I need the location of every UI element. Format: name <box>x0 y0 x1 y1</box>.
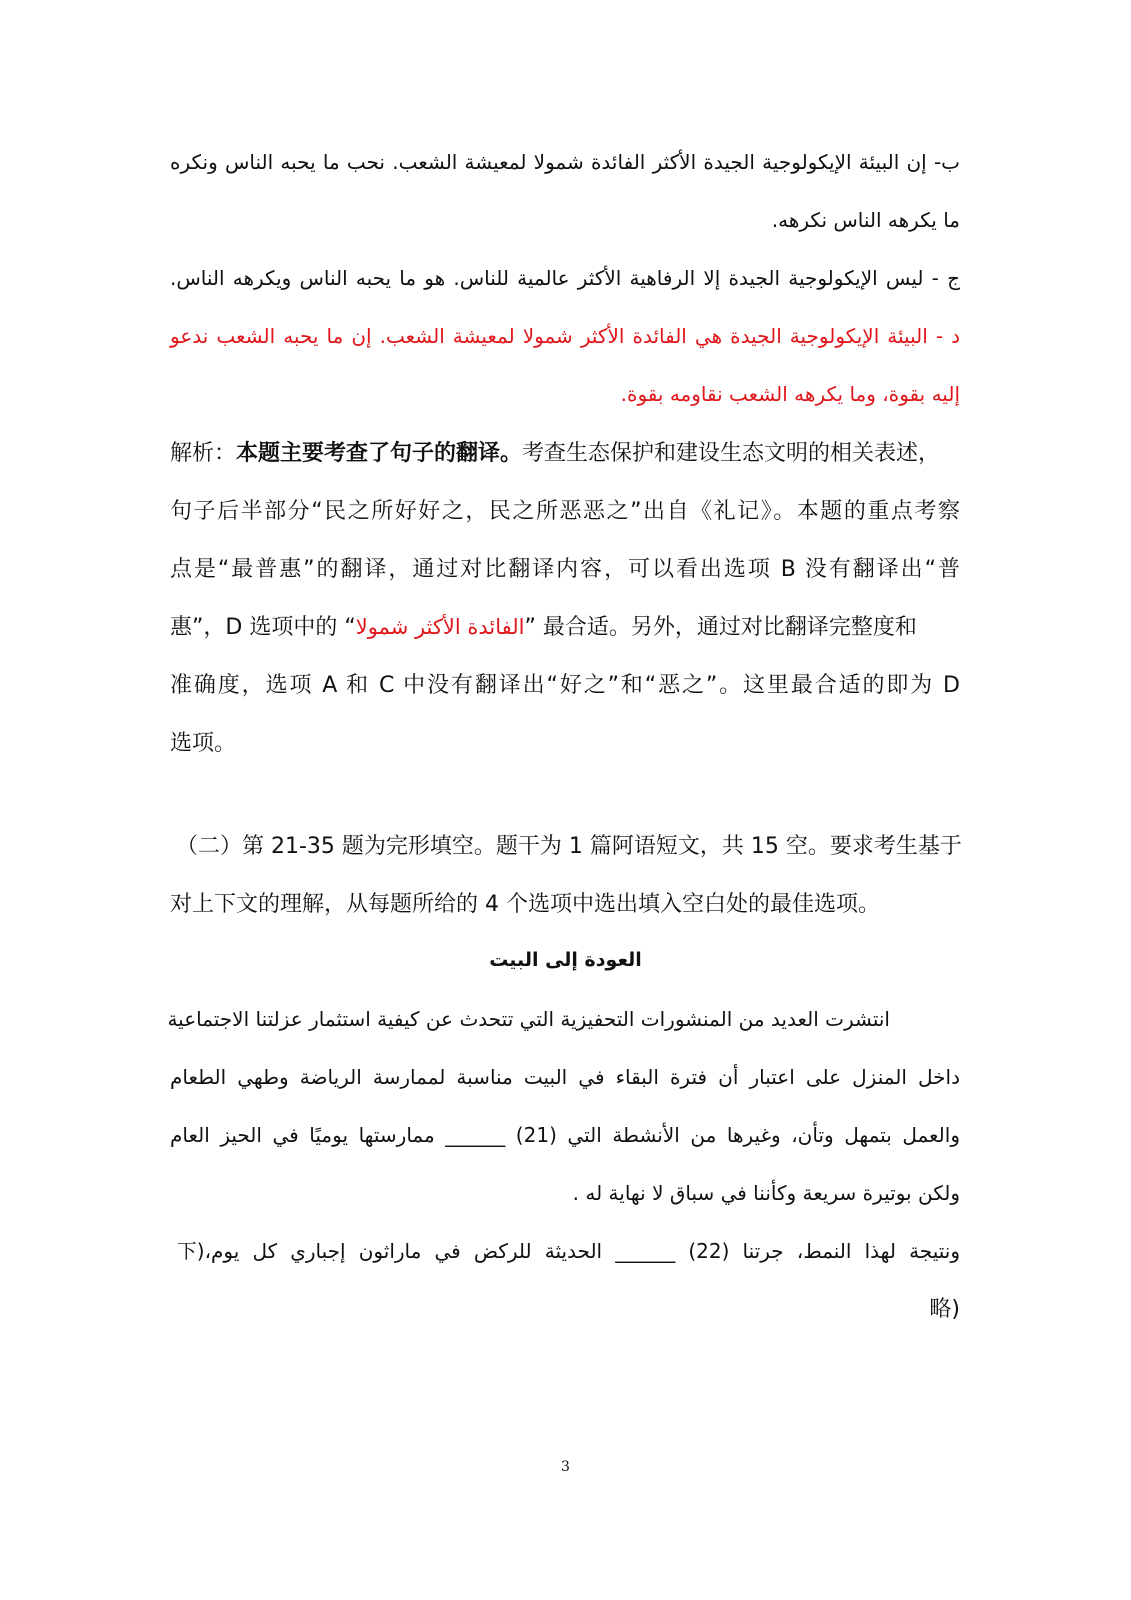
passage-line-3: والعمل بتمهل وتأن، وغيرها من الأنشطة التي (21) ______ ممارستها يوميًا في الحيز العام <box>170 1123 960 1147</box>
option-b-line-1: ب- إن البيئة الإيكولوجية الجيدة الأكثر الفائدة شمولا لمعيشة الشعب. نحب ما يحبه الناس ونكره <box>170 150 960 174</box>
analysis-bold-summary: 本题主要考查了句子的翻译。 <box>236 441 523 466</box>
option-d-line-1: د - البيئة الإيكولوجية الجيدة هي الفائدة الأكثر شمولا لمعيشة الشعب. إن ما يحبه الشعب ندعو <box>170 324 960 348</box>
section2-line-1: （二）第 21-35 题为完形填空。题干为 1 篇阿语短文，共 15 空。要求考生基于 <box>176 834 962 859</box>
analysis-line-1-rest: 考查生态保护和建设生态文明的相关表述， <box>522 441 941 466</box>
analysis-label: 解析： <box>170 441 237 466</box>
passage-line-1: انتشرت العديد من المنشورات التحفيزية التي تتحدث عن كيفية استثمار عزلتنا الاجتماعية <box>167 1007 890 1031</box>
passage-line-5: ونتيجة لهذا النمط، جرتنا (22) ______ الحديثة للركض في ماراثون إجباري كل يوم،(下 <box>170 1239 961 1263</box>
analysis-red-arabic-phrase: الفائدة الأكثر شمولا <box>355 615 525 639</box>
option-d-line-2: إليه بقوة، وما يكرهه الشعب نقاومه بقوة. <box>620 382 960 406</box>
analysis-line-2: 句子后半部分“民之所好好之，民之所恶恶之”出自《礼记》。本题的重点考察 <box>170 499 960 524</box>
analysis-line-1 <box>170 443 940 465</box>
analysis-line-5: 准确度，选项 A 和 C 中没有翻译出“好之”和“恶之”。这里最合适的即为 D <box>170 673 960 698</box>
analysis-line-4-pre: 惠”，D 选项中的 “ <box>170 615 356 640</box>
passage-line-6: 略) <box>929 1297 960 1322</box>
analysis-line-4 <box>170 617 917 639</box>
passage-line-2: داخل المنزل على اعتبار أن فترة البقاء في البيت مناسبة لممارسة الرياضة وطهي الطعام <box>170 1065 960 1089</box>
analysis-line-4-post: ” 最合适。另外，通过对比翻译完整度和 <box>524 615 917 640</box>
section2-line-2: 对上下文的理解，从每题所给的 4 个选项中选出填入空白处的最佳选项。 <box>170 892 880 917</box>
passage-line-4: ولكن بوتيرة سريعة وكأننا في سباق لا نهاية له . <box>572 1181 960 1205</box>
option-c-line-1: ج - ليس الإيكولوجية الجيدة إلا الرفاهية الأكثر عالمية للناس. هو ما يحبه الناس ويكرهه الناس. <box>170 266 960 290</box>
page-number: 3 <box>561 1459 570 1475</box>
analysis-line-3: 点是“最普惠”的翻译，通过对比翻译内容，可以看出选项 B 没有翻译出“普 <box>170 557 960 582</box>
option-b-line-2: ما يكرهه الناس نكرهه. <box>771 208 960 232</box>
passage-title: العودة إلى البيت <box>489 949 642 971</box>
analysis-line-6: 选项。 <box>170 731 237 756</box>
